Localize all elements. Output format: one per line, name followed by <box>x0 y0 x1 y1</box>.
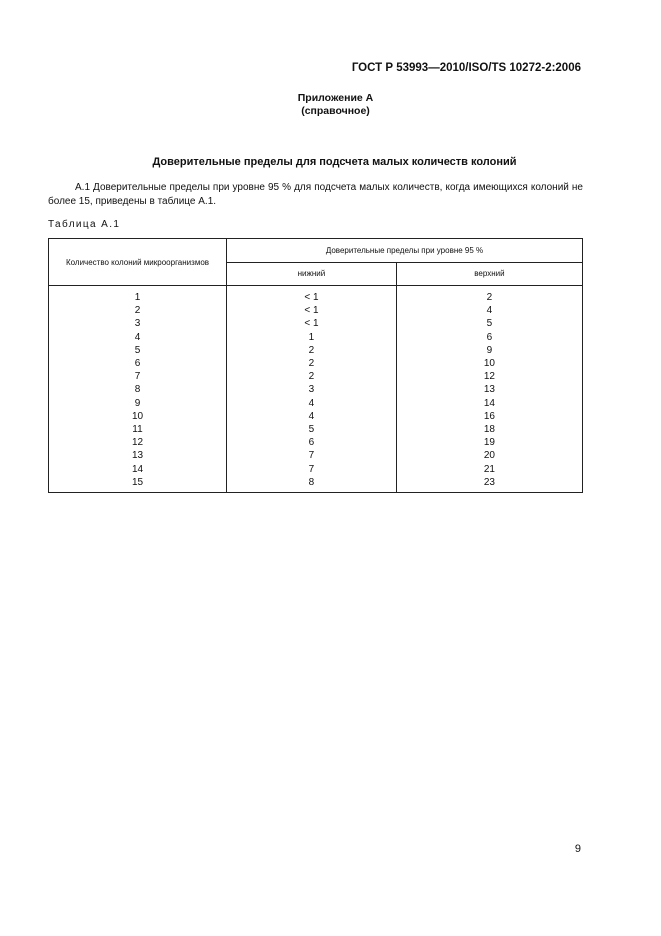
table-row <box>49 331 583 344</box>
cell-upper-limit: 6 <box>396 331 582 344</box>
cell-colony-count: 15 <box>49 476 227 493</box>
table-row <box>49 476 583 493</box>
cell-colony-count: 1 <box>49 286 227 305</box>
table-header <box>49 239 583 286</box>
table-row <box>49 449 583 462</box>
cell-upper-limit: 13 <box>396 383 582 396</box>
table-body <box>49 286 583 493</box>
cell-colony-count: 12 <box>49 436 227 449</box>
cell-colony-count: 3 <box>49 317 227 330</box>
cell-lower-limit: 2 <box>227 370 397 383</box>
cell-colony-count: 7 <box>49 370 227 383</box>
cell-lower-limit: 3 <box>227 383 397 396</box>
cell-colony-count: 13 <box>49 449 227 462</box>
annex-type: (справочное) <box>301 105 370 117</box>
cell-colony-count: 11 <box>49 423 227 436</box>
cell-upper-limit: 18 <box>396 423 582 436</box>
table-row <box>49 370 583 383</box>
cell-upper-limit: 12 <box>396 370 582 383</box>
cell-upper-limit: 21 <box>396 463 582 476</box>
cell-lower-limit: 1 <box>227 331 397 344</box>
cell-upper-limit: 19 <box>396 436 582 449</box>
cell-colony-count: 14 <box>49 463 227 476</box>
header-colony-count: Количество колоний микроорганизмов <box>49 239 227 286</box>
header-upper: верхний <box>396 262 582 286</box>
cell-lower-limit: < 1 <box>227 304 397 317</box>
cell-colony-count: 10 <box>49 410 227 423</box>
table-row <box>49 463 583 476</box>
annex-heading <box>0 92 661 118</box>
table-row <box>49 304 583 317</box>
cell-lower-limit: 5 <box>227 423 397 436</box>
table-row <box>49 286 583 305</box>
annex-title: Приложение А <box>297 92 374 104</box>
cell-lower-limit: 7 <box>227 463 397 476</box>
cell-upper-limit: 2 <box>396 286 582 305</box>
cell-upper-limit: 10 <box>396 357 582 370</box>
cell-colony-count: 4 <box>49 331 227 344</box>
cell-lower-limit: 6 <box>227 436 397 449</box>
confidence-limits-table <box>48 238 583 493</box>
cell-lower-limit: 2 <box>227 344 397 357</box>
header-lower: нижний <box>227 262 397 286</box>
table-row <box>49 423 583 436</box>
cell-lower-limit: 4 <box>227 397 397 410</box>
table-caption: Таблица А.1 <box>48 219 121 230</box>
cell-upper-limit: 20 <box>396 449 582 462</box>
cell-upper-limit: 5 <box>396 317 582 330</box>
cell-lower-limit: < 1 <box>227 286 397 305</box>
cell-lower-limit: 2 <box>227 357 397 370</box>
standard-designation: ГОСТ Р 53993—2010/ISO/TS 10272-2:2006 <box>351 62 581 74</box>
table-row <box>49 436 583 449</box>
paragraph-a1: А.1 Доверительные пределы при уровне 95 % для подсчета малых количеств, когда имеющихся колоний не более 15, приведены в таблице А.1. <box>48 182 583 207</box>
cell-upper-limit: 4 <box>396 304 582 317</box>
cell-colony-count: 9 <box>49 397 227 410</box>
table-row <box>49 357 583 370</box>
cell-colony-count: 6 <box>49 357 227 370</box>
cell-upper-limit: 23 <box>396 476 582 493</box>
table-row <box>49 397 583 410</box>
section-title: Доверительные пределы для подсчета малых количеств колоний <box>152 156 517 168</box>
table-row <box>49 344 583 357</box>
cell-colony-count: 8 <box>49 383 227 396</box>
cell-upper-limit: 14 <box>396 397 582 410</box>
table-row <box>49 410 583 423</box>
table-row <box>49 317 583 330</box>
cell-upper-limit: 16 <box>396 410 582 423</box>
cell-colony-count: 2 <box>49 304 227 317</box>
header-confidence-limits: Доверительные пределы при уровне 95 % <box>227 239 583 263</box>
page-number: 9 <box>574 843 581 855</box>
cell-lower-limit: 4 <box>227 410 397 423</box>
cell-lower-limit: 7 <box>227 449 397 462</box>
cell-lower-limit: 8 <box>227 476 397 493</box>
cell-colony-count: 5 <box>49 344 227 357</box>
table-row <box>49 383 583 396</box>
cell-upper-limit: 9 <box>396 344 582 357</box>
cell-lower-limit: < 1 <box>227 317 397 330</box>
